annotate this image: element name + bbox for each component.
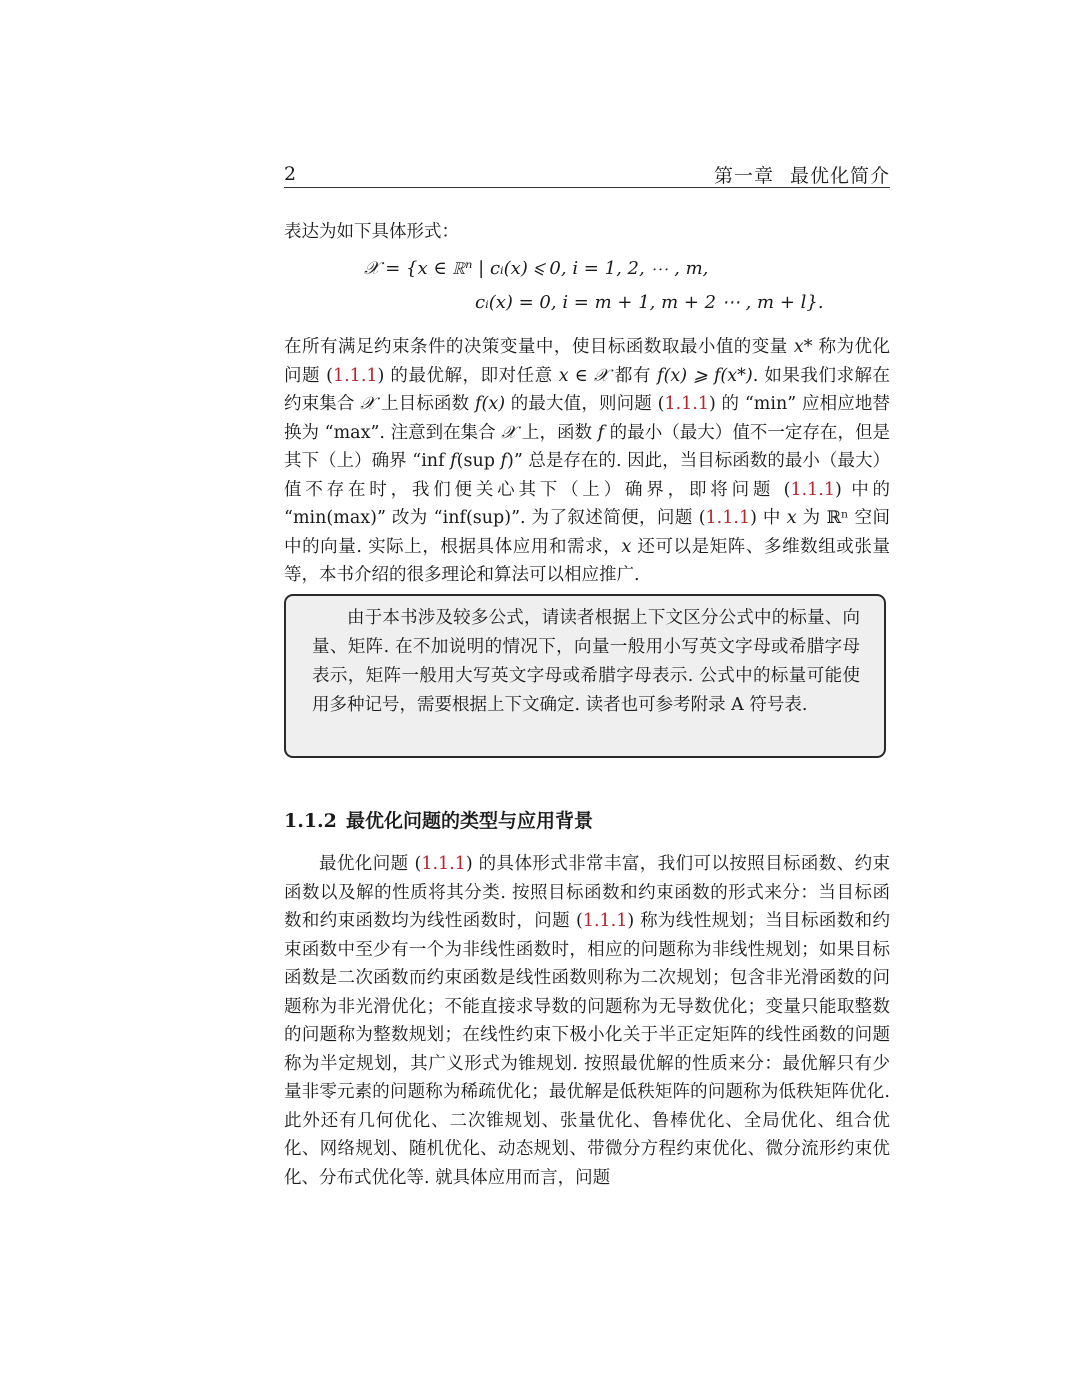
- math-run: f: [597, 422, 605, 443]
- chapter-heading: [714, 161, 890, 188]
- equation-reference-link[interactable]: 1.1.1: [790, 479, 835, 500]
- section-number: 1.1.2: [284, 810, 337, 832]
- intro-line: 表达为如下具体形式：: [284, 222, 459, 242]
- math-run: x: [621, 536, 632, 557]
- text-run: ) 称为线性规划；当目标函数和约束函数中至少有一个为非线性函数时，相应的问题称为非线性规划；如果目标函数是二次函数而约束函数是线性函数则称为二次规划；包含非光滑函数的问题称为非光滑优化；不能直接求导数的问题称为无导数优化；变量只能取整数的问题称为整数规划；在线性约束下极小化关于半正定矩阵的线性函数的问题称为半定规划，其广义形式为锥规划. 按照最优解的性质来分：最优解只有少量非零元素的问题称为稀疏优化；最优解是低秩矩阵的问题称为低秩矩阵优化. 此外还有几何优化、二次锥规划、张量优化、鲁棒优化、全局优化、组合优化、网络规划、随机优化、动态规划、带微分方程约束优化、微分流形约束优化、分布式优化等. 就具体应用而言，问题: [284, 911, 891, 1188]
- running-header: [284, 161, 890, 188]
- note-text: 由于本书涉及较多公式，请读者根据上下文区分公式中的标量、向量、矩阵. 在不加说明的情况下，向量一般用小写英文字母或希腊字母表示，矩阵一般用大写英文字母或希腊字母表示. 公式中的标量可能使用多种记号，需要根据上下文确定. 读者也可参考附录 A 符号表.: [312, 608, 860, 715]
- math-run: x: [786, 508, 797, 528]
- math-run: x ∈ 𝒳: [558, 365, 609, 386]
- page-number: 2: [284, 163, 297, 185]
- chapter-title: 最优化简介: [789, 165, 890, 187]
- text-run: 上，函数: [516, 422, 598, 443]
- text-run: ) 中的 “min(max)” 改为 “inf(sup)”. 为了叙述简便，问题 (: [284, 479, 891, 528]
- note-box: [284, 594, 886, 758]
- equation-reference-link[interactable]: 1.1.1: [582, 911, 628, 931]
- text-run: ) 的最优解，即对任意: [377, 365, 559, 386]
- equation-reference-link[interactable]: 1.1.1: [705, 508, 751, 528]
- text-run: 在所有满足约束条件的决策变量中，使目标函数取最小值的变量: [284, 337, 794, 357]
- formula-row-2: cᵢ(x) = 0, i = m + 1, m + 2 ⋯ , m + l}.: [475, 292, 824, 313]
- section-title: 最优化问题的类型与应用背景: [346, 810, 594, 832]
- math-run: f(x): [475, 394, 506, 414]
- math-run: f: [500, 451, 507, 471]
- text-run: 最优化问题 (: [319, 854, 422, 874]
- equation-reference-link[interactable]: 1.1.1: [421, 854, 466, 874]
- text-run: (sup: [456, 451, 501, 471]
- math-run: 𝒳: [501, 422, 517, 443]
- text-run: ) 中: [750, 508, 787, 528]
- math-run: f: [450, 451, 457, 471]
- section-heading: [284, 806, 593, 833]
- text-run: 都有: [608, 365, 658, 386]
- text-run: 称为优化问题 (: [284, 337, 891, 386]
- math-run: x*: [793, 337, 813, 357]
- text-run: ) 的具体形式非常丰富，我们可以按照目标函数、约束函数以及解的性质将其分类. 按照目标函数和约束函数的形式来分：当目标函数和约束函数均为线性函数时，问题 (: [284, 854, 891, 931]
- text-run: . 如果我们求解在约束集合: [284, 365, 891, 414]
- text-run: 的最大值，则问题 (: [505, 394, 665, 414]
- text-run: )” 总是存在的. 因此，当目标函数的最小（最大）值不存在时，我们便关心其下（上）确界，即将问题 (: [284, 451, 890, 500]
- formula-row-1: 𝒳 = {x ∈ ℝⁿ | cᵢ(x) ⩽ 0, i = 1, 2, ⋯ , m,: [364, 258, 709, 279]
- chapter-label: 第一章: [713, 165, 774, 187]
- text-run: ) 的 “min” 应相应地替换为 “max”. 注意到在集合: [284, 394, 891, 443]
- book-page: [284, 0, 890, 1397]
- text-run: 还可以是矩阵、多维数组或张量等，本书介绍的很多理论和算法可以相应推广.: [284, 536, 891, 585]
- equation-reference-link[interactable]: 1.1.1: [332, 365, 378, 386]
- text-run: 的最小（最大）值不一定存在，但是其下（上）确界 “inf: [284, 422, 890, 471]
- paragraph-optimal-solution: [284, 333, 890, 590]
- math-run: 𝒳: [360, 394, 376, 414]
- text-run: 为 ℝⁿ 空间中的向量. 实际上，根据具体应用和需求，: [284, 508, 890, 557]
- equation-reference-link[interactable]: 1.1.1: [664, 394, 709, 414]
- constraint-set-formula: [284, 256, 890, 326]
- paragraph-problem-types: [284, 850, 890, 1192]
- math-run: f(x) ⩾ f(x*): [657, 365, 753, 386]
- text-run: 上目标函数: [375, 394, 476, 414]
